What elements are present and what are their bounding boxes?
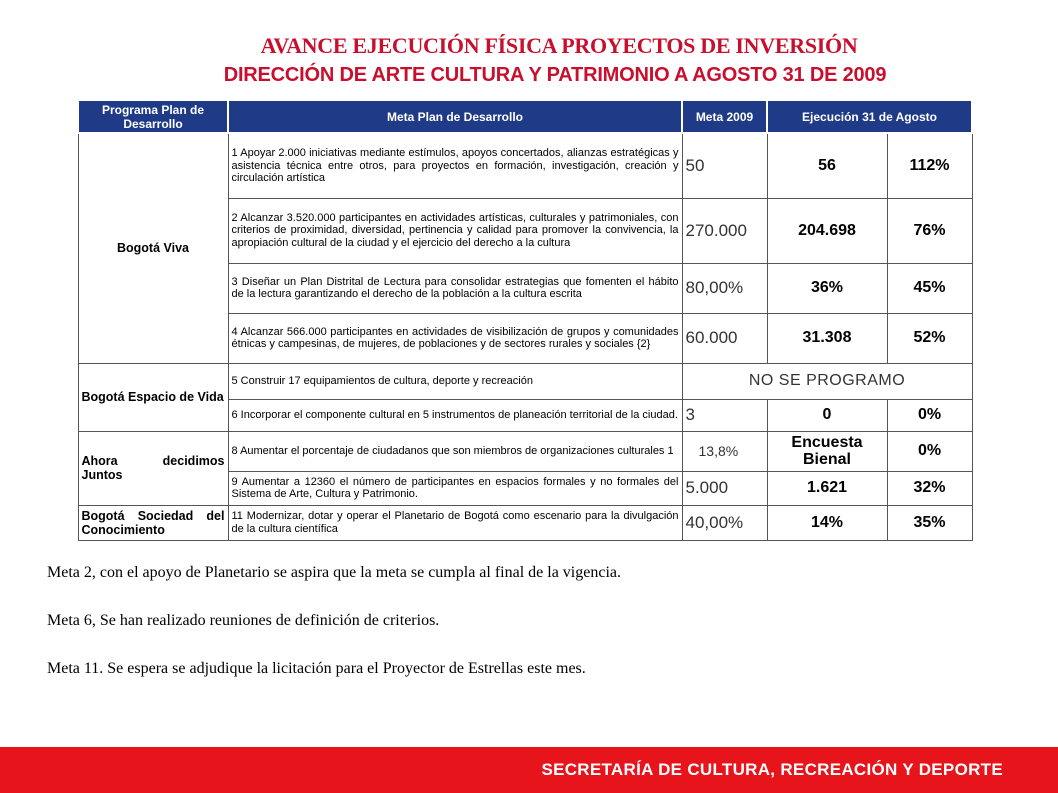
meta-2009-value: 270.000 [682, 198, 767, 263]
ejecucion-percent: 32% [887, 471, 972, 505]
meta-2009-value: 3 [682, 399, 767, 431]
table-row [78, 133, 972, 198]
meta-description: 9 Aumentar a 12360 el número de participantes en espacios formales y no formales del Sistema de Arte, Cultura y Patrimonio. [228, 471, 682, 505]
meta-2009-value: 50 [682, 133, 767, 198]
progress-table [77, 99, 973, 541]
meta-2009-value: 60.000 [682, 313, 767, 363]
header-programa: Programa Plan de Desarrollo [78, 100, 228, 133]
meta-description: 3 Diseñar un Plan Distrital de Lectura para consolidar estrategias que fomenten el hábito de la lectura garantizando el derecho de la población a la cultura escrita [228, 263, 682, 313]
meta-description: 1 Apoyar 2.000 iniciativas mediante estímulos, apoyos concertados, alianzas estratégicas y asistencia técnica entre otros, para proyectos en formación, investigación, creación y circulación artística [228, 133, 682, 198]
title-line-2: DIRECCIÓN DE ARTE CULTURA Y PATRIMONIO A AGOSTO 31 DE 2009 [223, 64, 887, 86]
ejecucion-value: 14% [767, 505, 887, 540]
meta-2009-value: 13,8% [682, 431, 767, 471]
note-meta-6: Meta 6, Se han realizado reuniones de definición de criterios. [47, 612, 440, 629]
meta-description: 8 Aumentar el porcentaje de ciudadanos que son miembros de organizaciones culturales 1 [228, 431, 682, 471]
ejecucion-value: 31.308 [767, 313, 887, 363]
note-meta-11: Meta 11. Se espera se adjudique la licitación para el Proyector de Estrellas este mes. [47, 660, 586, 677]
ejecucion-percent: 45% [887, 263, 972, 313]
ejecucion-percent: 0% [887, 399, 972, 431]
ejecucion-value: 0 [767, 399, 887, 431]
ejecucion-percent: 112% [887, 133, 972, 198]
header-ejecucion: Ejecución 31 de Agosto [767, 100, 972, 133]
ejecucion-value: 1.621 [767, 471, 887, 505]
footer-bar [0, 747, 1058, 793]
ejecucion-percent: 0% [887, 431, 972, 471]
table-row [78, 505, 972, 540]
ejecucion-value: Encuesta Bienal [767, 431, 887, 471]
program-bogota-sociedad-del-conocimiento: Bogotá Sociedad del Conocimiento [78, 505, 228, 540]
table-row [78, 431, 972, 471]
meta-2009-value: 5.000 [682, 471, 767, 505]
notes [47, 563, 621, 707]
header-meta-2009: Meta 2009 [682, 100, 767, 133]
program-bogota-viva: Bogotá Viva [78, 133, 228, 363]
meta-2009-value: 80,00% [682, 263, 767, 313]
table-row [78, 363, 972, 399]
meta-description: 4 Alcanzar 566.000 participantes en actividades de visibilización de grupos y comunidades étnicas y campesinas, de mujeres, de poblaciones y de sectores rurales y sociales {2} [228, 313, 682, 363]
meta-description: 2 Alcanzar 3.520.000 participantes en actividades artísticas, culturales y patrimoniales, con criterios de proximidad, diversidad, pertinencia y calidad para promover la convivencia, la apropiación cultural de la ciudad y el ejercicio del derecho a la cultura [228, 198, 682, 263]
meta-description: 5 Construir 17 equipamientos de cultura, deporte y recreación [228, 363, 682, 399]
ejecucion-percent: 35% [887, 505, 972, 540]
title-line-1: AVANCE EJECUCIÓN FÍSICA PROYECTOS DE INVERSIÓN [260, 33, 858, 58]
ejecucion-value: 204.698 [767, 198, 887, 263]
ejecucion-percent: 52% [887, 313, 972, 363]
header-meta: Meta Plan de Desarrollo [228, 100, 682, 133]
no-programado-label: NO SE PROGRAMO [682, 363, 972, 399]
meta-2009-value: 40,00% [682, 505, 767, 540]
ejecucion-value: 56 [767, 133, 887, 198]
ejecucion-percent: 76% [887, 198, 972, 263]
program-bogota-espacio-de-vida: Bogotá Espacio de Vida [78, 363, 228, 431]
program-ahora-decidimos-juntos: Ahora decidimos Juntos [78, 431, 228, 505]
ejecucion-value: 36% [767, 263, 887, 313]
meta-description: 6 Incorporar el componente cultural en 5 instrumentos de planeación territorial de la ciudad. [228, 399, 682, 431]
table-header-row [78, 100, 972, 133]
footer-label: SECRETARÍA DE CULTURA, RECREACIÓN Y DEPORTE [541, 760, 1003, 779]
note-meta-2: Meta 2, con el apoyo de Planetario se aspira que la meta se cumpla al final de la vigencia. [47, 564, 621, 581]
meta-description: 11 Modernizar, dotar y operar el Planetario de Bogotá como escenario para la divulgación de la cultura científica [228, 505, 682, 540]
